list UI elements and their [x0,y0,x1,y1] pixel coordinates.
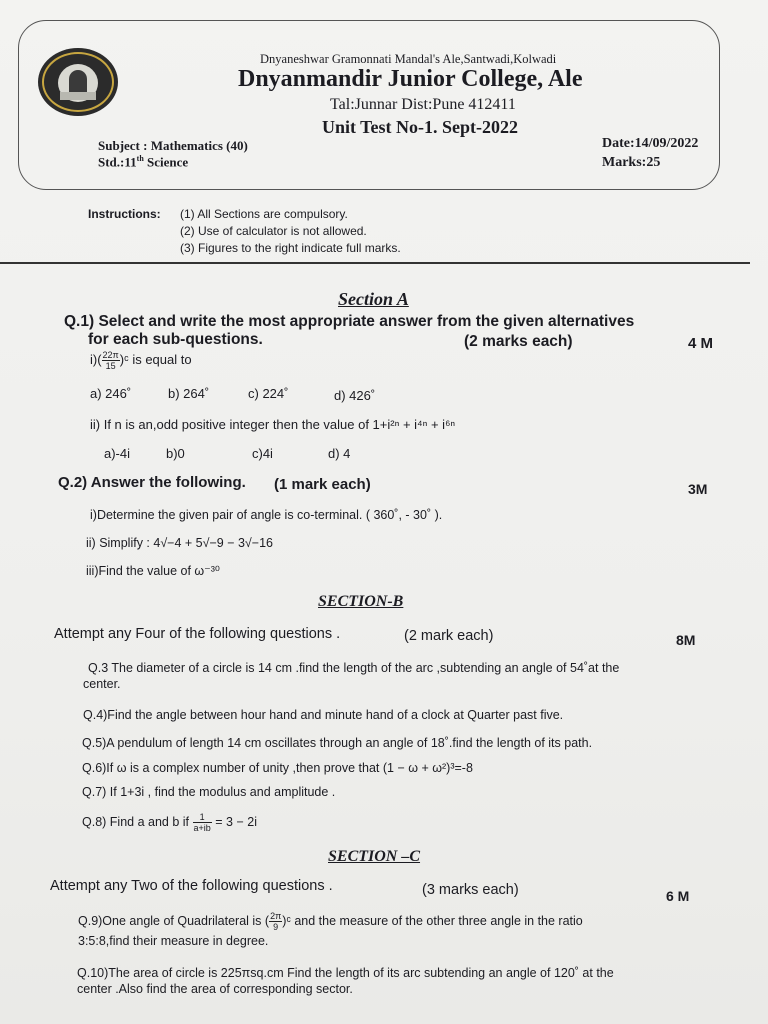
standard: Std.:11th Science [98,154,189,170]
section-c-marks-each: (3 marks each) [422,882,519,898]
question-q10: Q.10)The area of circle is 225πsq.cm Find the length of its arc subtending an angle of 120˚ at the [77,966,614,980]
q2-item: i)Determine the given pair of angle is co-terminal. ( 360˚, - 30˚ ). [90,508,443,522]
q1-ii-option-d: d) 4 [328,446,351,461]
q1-i-option-b: b) 264˚ [168,386,210,401]
q1-ii-option-c: c)4i [252,446,273,461]
question-q6: Q.6)If ω is a complex number of unity ,then prove that (1 − ω + ω²)³=-8 [82,761,473,775]
subject: Subject : Mathematics (40) [98,138,248,153]
q1-instruction: Q.1) Select and write the most appropriate answer from the given alternatives [64,313,635,330]
instructions-label: Instructions: [88,207,161,221]
q1-i: i)( $\frac{22\pi}{15}$ )ᶜ is equal to [90,350,192,371]
question-q3: Q.3 The diameter of a circle is 14 cm .find the length of the arc ,subtending an angle of 54˚at the [88,661,620,675]
question-q10-cont: center .Also find the area of corresponding sector. [77,982,353,996]
college-logo [38,48,118,116]
section-b-marks: 8M [676,632,696,648]
section-c-title: SECTION –C [328,848,421,865]
question-q5: Q.5)A pendulum of length 14 cm oscillates through an angle of 18˚.find the length of its path. [82,736,593,750]
question-q7: Q.7) If 1+3i , find the modulus and amplitude . [82,785,336,799]
instruction-item: (3) Figures to the right indicate full marks. [180,241,401,255]
q1-i-option-a: a) 246˚ [90,386,132,401]
section-c-heading: Attempt any Two of the following questions . [50,878,333,894]
section-c-marks: 6 M [666,888,690,904]
college-address: Tal:Junnar Dist:Pune 412411 [330,96,516,113]
q1-marks: 4 M [688,335,714,352]
question-q3-cont: center. [83,677,121,691]
test-title: Unit Test No-1. Sept-2022 [322,117,519,137]
question-q9: Q.9)One angle of Quadrilateral is ( $\frac{2\pi}{9}$ )ᶜ and the measure of the other three angle in the ratio [78,911,583,932]
q1-ii-option-b: b)0 [166,446,185,461]
section-b-heading: Attempt any Four of the following questions . [54,626,341,642]
total-marks: Marks:25 [602,155,661,170]
q2-marks: 3M [688,481,708,497]
q2-item: iii)Find the value of ω⁻³⁰ [86,564,220,578]
q2-item: ii) Simplify : 4√−4 + 5√−9 − 3√−16 [86,536,273,550]
instruction-item: (2) Use of calculator is not allowed. [180,224,367,238]
question-q4: Q.4)Find the angle between hour hand and minute hand of a clock at Quarter past five. [83,708,564,722]
divider [0,262,750,264]
q1-ii-option-a: a)-4i [104,446,131,461]
trust-name: Dnyaneshwar Gramonnati Mandal's Ale,Santwadi,Kolwadi [260,52,557,66]
q1-i-option-d: d) 426˚ [334,388,376,403]
instruction-item: (1) All Sections are compulsory. [180,207,348,221]
section-a-title: Section A [338,289,409,309]
college-name: Dnyanmandir Junior College, Ale [238,66,583,92]
exam-date: Date:14/09/2022 [602,136,699,151]
q1-instruction-cont: for each sub-questions. [88,331,263,348]
question-q9-cont: 3:5:8,find their measure in degree. [78,934,269,948]
q1-marks-each: (2 marks each) [464,333,573,350]
q1-ii: ii) If n is an,odd positive integer then the value of 1+i²ⁿ + i⁴ⁿ + i⁶ⁿ [90,417,456,432]
q2-title: Q.2) Answer the following. [58,474,246,491]
section-b-marks-each: (2 mark each) [404,628,494,644]
q2-marks-each: (1 mark each) [274,476,371,493]
section-b-title: SECTION-B [318,593,404,610]
question-q8: Q.8) Find a and b if $\frac{1}{a+ib}$ = 3 − 2i [82,812,257,833]
q1-i-option-c: c) 224˚ [248,386,289,401]
